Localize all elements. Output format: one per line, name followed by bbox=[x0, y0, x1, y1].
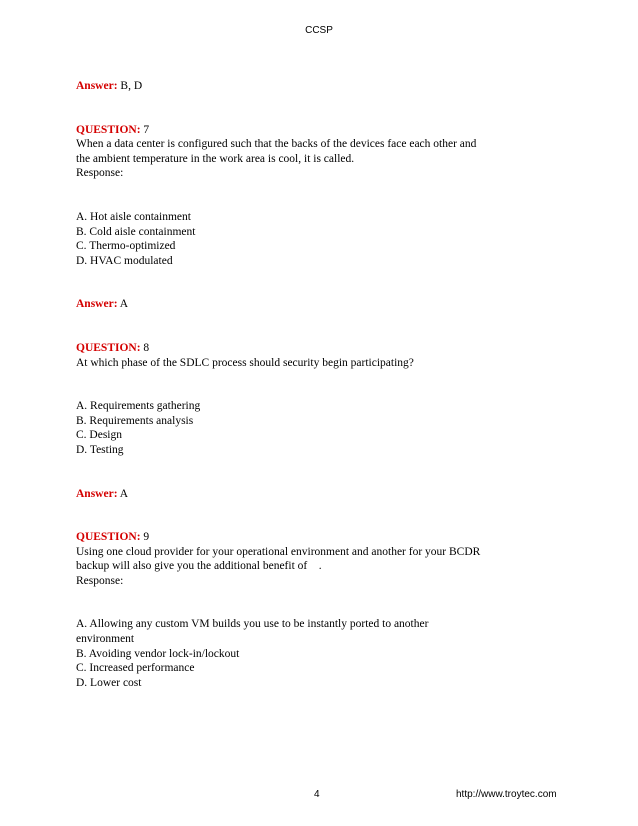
option: D. Testing bbox=[76, 443, 124, 456]
question-heading bbox=[76, 341, 556, 356]
footer-url: http://www.troytec.com bbox=[456, 789, 557, 800]
option: A. Requirements gathering bbox=[76, 400, 201, 413]
question-label: QUESTION: bbox=[76, 341, 141, 354]
question-number: 9 bbox=[140, 531, 150, 544]
question-number: 8 bbox=[140, 341, 150, 354]
answer-value: A bbox=[117, 487, 129, 500]
option: B. Requirements analysis bbox=[76, 414, 194, 427]
option-continuation: environment bbox=[76, 633, 135, 646]
question-number: 7 bbox=[140, 123, 150, 136]
question-block bbox=[76, 341, 556, 501]
question-heading bbox=[76, 123, 556, 138]
header-title: CCSP bbox=[305, 25, 333, 36]
answer-label: Answer: bbox=[76, 80, 118, 92]
answer-label: Answer: bbox=[76, 487, 118, 500]
option: A. Hot aisle containment bbox=[76, 210, 191, 223]
option: D. HVAC modulated bbox=[76, 254, 173, 267]
question-heading bbox=[76, 530, 556, 545]
option: D. Lower cost bbox=[76, 676, 142, 689]
question-text: backup will also give you the additional benefit of . bbox=[76, 560, 322, 573]
option: B. Avoiding vendor lock-in/lockout bbox=[76, 647, 240, 660]
option: C. Design bbox=[76, 429, 122, 442]
answer-value: B, D bbox=[117, 80, 143, 92]
question-response-label: Response: bbox=[76, 167, 124, 180]
page-number: 4 bbox=[314, 789, 320, 800]
question-text: the ambient temperature in the work area is cool, it is called. bbox=[76, 152, 355, 165]
page-header bbox=[0, 25, 638, 36]
question-label: QUESTION: bbox=[76, 531, 141, 544]
question-block bbox=[76, 123, 556, 312]
answer-line bbox=[76, 297, 556, 312]
option: C. Thermo-optimized bbox=[76, 240, 176, 253]
question-text: When a data center is configured such that the backs of the devices face each other and bbox=[76, 138, 477, 151]
answer-line bbox=[76, 487, 556, 502]
page-content bbox=[76, 79, 556, 690]
question-text: Using one cloud provider for your operational environment and another for your BCDR bbox=[76, 545, 481, 558]
question-block bbox=[76, 530, 556, 690]
option: A. Allowing any custom VM builds you use to be instantly ported to another bbox=[76, 618, 429, 631]
answer-line bbox=[76, 79, 556, 94]
option: C. Increased performance bbox=[76, 662, 195, 675]
option: B. Cold aisle containment bbox=[76, 225, 196, 238]
question-label: QUESTION: bbox=[76, 123, 141, 136]
question-response-label: Response: bbox=[76, 574, 124, 587]
answer-label: Answer: bbox=[76, 298, 118, 311]
question-text: At which phase of the SDLC process should security begin participating? bbox=[76, 356, 414, 369]
answer-value: A bbox=[117, 298, 129, 311]
